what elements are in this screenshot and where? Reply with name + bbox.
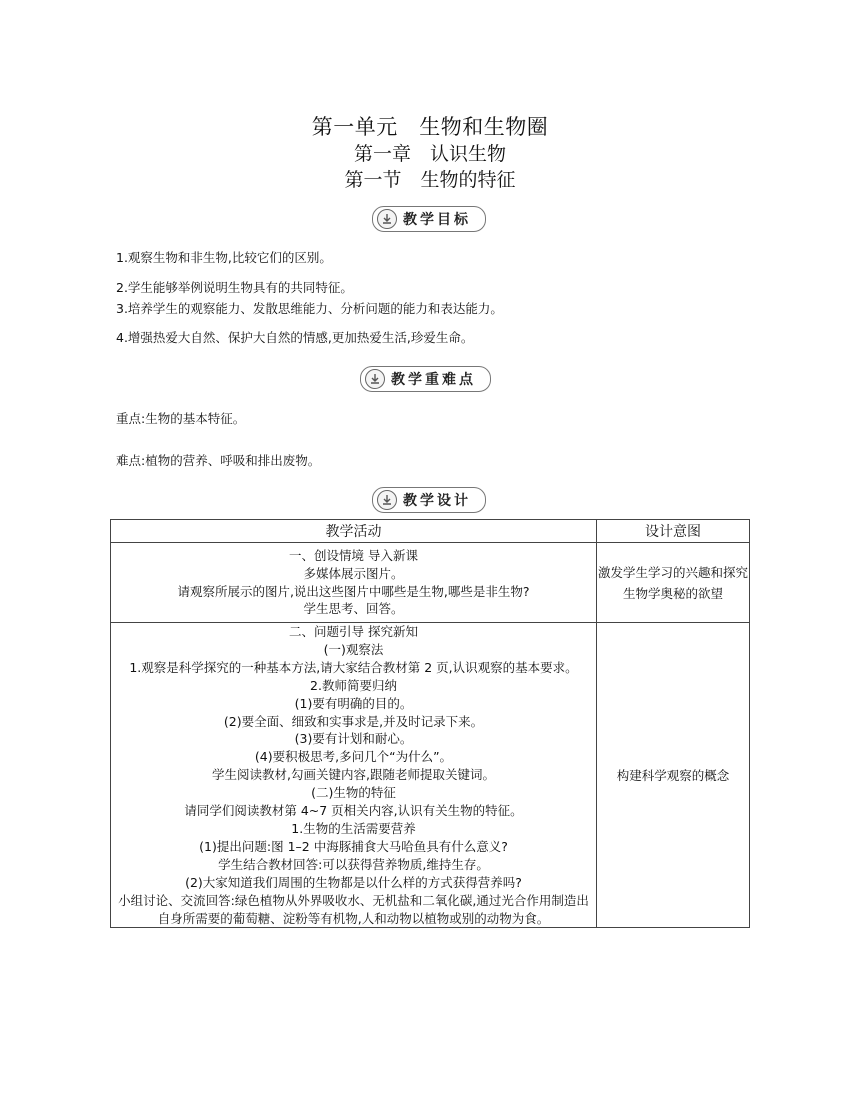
activity-line: (1)要有明确的目的。	[294, 695, 413, 711]
teaching-design-table	[110, 519, 750, 928]
unit-title: 第一单元 生物和生物圈	[311, 115, 549, 139]
header-activity: 教学活动	[111, 520, 597, 543]
activity-line: 2.教师简要归纳	[310, 677, 397, 693]
title-block	[0, 114, 860, 193]
badge-teaching-goals	[372, 206, 486, 232]
activity-line: 请观察所展示的图片,说出这些图片中哪些是生物,哪些是非生物?	[177, 583, 530, 599]
badge-label: 教学目标	[403, 212, 471, 228]
activity-line: (一)观察法	[323, 641, 384, 657]
chapter-title: 第一章 认识生物	[353, 143, 506, 165]
badge-label: 教学重难点	[391, 372, 476, 388]
goal-item-2: 2.学生能够举例说明生物具有的共同特征。	[116, 280, 353, 295]
activity-line: 小组讨论、交流回答:绿色植物从外界吸收水、无机盐和二氧化碳,通过光合作用制造出自身所需要的葡萄糖、淀粉等有机物,人和动物以植物或别的动物为食。	[118, 892, 589, 926]
table-row	[111, 543, 750, 623]
badge-key-points	[360, 366, 491, 392]
activity-line: (二)生物的特征	[311, 785, 396, 801]
difficulty-text: 难点:植物的营养、呼吸和排出废物。	[116, 453, 321, 468]
badge-icon	[365, 369, 385, 389]
activity-line: 1.生物的生活需要营养	[291, 820, 416, 836]
activity-line: 请同学们阅读教材第 4~7 页相关内容,认识有关生物的特征。	[184, 803, 523, 819]
table-row	[111, 623, 750, 928]
badge-label: 教学设计	[403, 493, 471, 509]
goal-item-4: 4.增强热爱大自然、保护大自然的情感,更加热爱生活,珍爱生命。	[116, 330, 474, 345]
activity-line: 1.观察是科学探究的一种基本方法,请大家结合教材第 2 页,认识观察的基本要求。	[129, 659, 578, 675]
activity-line: (2)大家知道我们周围的生物都是以什么样的方式获得营养吗?	[185, 874, 522, 890]
badge-teaching-design	[372, 487, 486, 513]
activity-line: 多媒体展示图片。	[303, 565, 404, 581]
badge-icon	[377, 209, 397, 229]
goal-item-3: 3.培养学生的观察能力、发散思维能力、分析问题的能力和表达能力。	[116, 301, 503, 316]
activity-line: 二、问题引导 探究新知	[289, 624, 418, 639]
activity-line: 学生结合教材回答:可以获得营养物质,维持生存。	[218, 856, 489, 872]
activity-line: (1)提出问题:图 1–2 中海豚捕食大马哈鱼具有什么意义?	[199, 838, 508, 854]
header-intent: 设计意图	[597, 520, 750, 543]
activity-cell	[111, 543, 597, 623]
activity-cell	[111, 623, 597, 928]
section-title: 第一节 生物的特征	[344, 169, 516, 191]
activity-line: 一、创设情境 导入新课	[289, 547, 418, 563]
activity-line: (2)要全面、细致和实事求是,并及时记录下来。	[223, 713, 484, 729]
activity-line: (3)要有计划和耐心。	[294, 731, 413, 747]
table-header-row	[111, 520, 750, 543]
focus-text: 重点:生物的基本特征。	[116, 411, 246, 426]
badge-icon	[377, 490, 397, 510]
intent-cell: 激发学生学习的兴趣和探究生物学奥秘的欲望	[597, 543, 750, 623]
activity-line: (4)要积极思考,多问几个“为什么”。	[254, 749, 453, 765]
intent-cell: 构建科学观察的概念	[597, 623, 750, 928]
activity-line: 学生阅读教材,勾画关键内容,跟随老师提取关键词。	[212, 767, 495, 783]
activity-line: 学生思考、回答。	[303, 601, 404, 617]
goal-item-1: 1.观察生物和非生物,比较它们的区别。	[116, 250, 332, 265]
